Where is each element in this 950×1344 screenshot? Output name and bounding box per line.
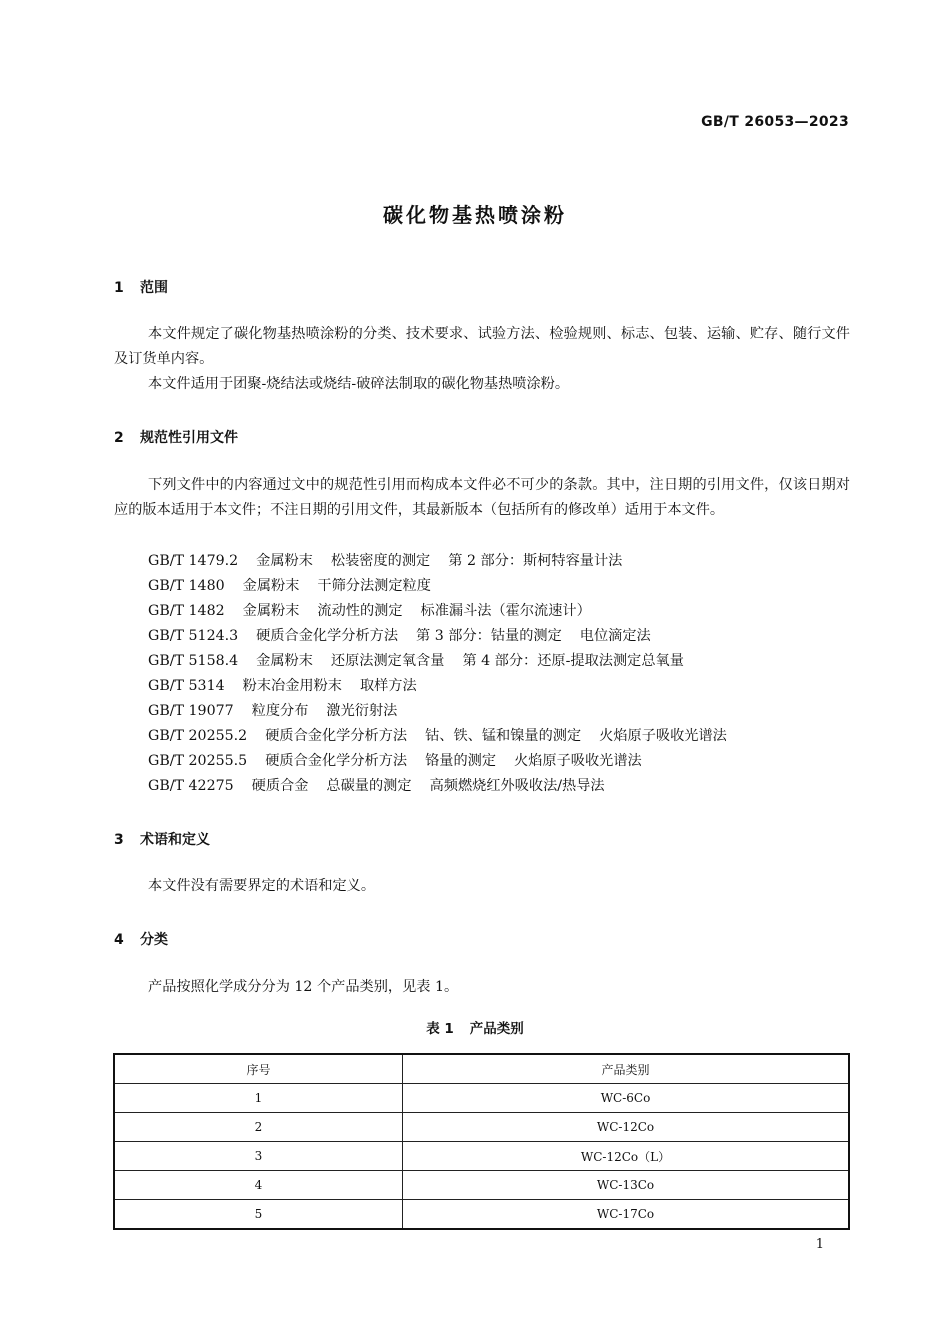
reference-item <box>148 750 642 770</box>
table-row <box>114 1142 849 1171</box>
reference-title-part: 电位滴定法 <box>579 628 651 644</box>
section-heading-terms <box>114 829 210 849</box>
reference-title-part: 金属粉末 <box>256 653 313 669</box>
table-cell: WC-6Co <box>403 1084 850 1113</box>
table-cell: WC-17Co <box>403 1200 850 1230</box>
reference-title-part: 干筛分法测定粒度 <box>317 578 431 594</box>
paragraph: 本文件规定了碳化物基热喷涂粉的分类、技术要求、试验方法、检验规则、标志、包装、运输、贮存、随行文件及订货单内容。 <box>114 326 850 367</box>
reference-title-part: 粉末冶金用粉末 <box>242 678 342 694</box>
reference-title-part: 金属粉末 <box>242 603 300 619</box>
reference-title-part: 钴、铁、锰和镍量的测定 <box>425 728 582 744</box>
section-number: 3 <box>114 832 124 848</box>
section-number: 1 <box>114 280 124 296</box>
reference-item <box>148 700 397 720</box>
reference-title-part: 第 3 部分：钴量的测定 <box>416 628 562 644</box>
table-cell: 4 <box>114 1171 403 1200</box>
reference-item <box>148 650 684 670</box>
section-title: 分类 <box>140 932 168 948</box>
reference-item <box>148 600 591 620</box>
reference-item <box>148 625 651 645</box>
table-cell: WC-12Co（L） <box>403 1142 850 1171</box>
table-row <box>114 1171 849 1200</box>
reference-item <box>148 775 605 795</box>
table-cell: 5 <box>114 1200 403 1230</box>
reference-title-part: 第 2 部分：斯柯特容量计法 <box>448 553 623 569</box>
paragraph: 下列文件中的内容通过文中的规范性引用而构成本文件必不可少的条款。其中，注日期的引用文件，仅该日期对应的版本适用于本文件；不注日期的引用文件，其最新版本（包括所有的修改单）适用于本文件。 <box>114 477 850 518</box>
table-row <box>114 1113 849 1142</box>
standard-number: GB/T 26053—2023 <box>701 114 849 130</box>
table-cell: 1 <box>114 1084 403 1113</box>
section-title: 范围 <box>140 280 168 296</box>
document-title: 碳化物基热喷涂粉 <box>383 203 567 227</box>
table-cell: WC-13Co <box>403 1171 850 1200</box>
section-heading-scope <box>114 277 168 297</box>
table-cell: WC-12Co <box>403 1113 850 1142</box>
reference-title-part: 激光衍射法 <box>326 703 398 719</box>
table-cell: 3 <box>114 1142 403 1171</box>
reference-title-part: 粒度分布 <box>251 703 309 719</box>
section-number: 2 <box>114 430 124 446</box>
table-row <box>114 1084 849 1113</box>
reference-title-part: 流动性的测定 <box>317 603 403 619</box>
table-caption-title: 产品类别 <box>469 1021 524 1037</box>
section-title: 规范性引用文件 <box>140 430 238 446</box>
reference-item <box>148 675 417 695</box>
reference-title-part: 高频燃烧红外吸收法/热导法 <box>429 778 605 794</box>
page-number: 1 <box>815 1237 824 1252</box>
reference-title-part: 硬质合金化学分析方法 <box>256 628 399 644</box>
reference-title-part: 松装密度的测定 <box>330 553 431 569</box>
reference-code: GB/T 20255.5 <box>148 753 248 769</box>
paragraph: 本文件适用于团聚-烧结法或烧结-破碎法制取的碳化物基热喷涂粉。 <box>148 376 570 392</box>
reference-title-part: 还原法测定氧含量 <box>330 653 445 669</box>
product-category-table <box>113 1053 850 1230</box>
table-caption-number: 表 1 <box>426 1021 454 1037</box>
reference-code: GB/T 1482 <box>148 603 225 619</box>
reference-item <box>148 575 431 595</box>
reference-title-part: 火焰原子吸收光谱法 <box>514 753 642 769</box>
table-header-cell: 产品类别 <box>403 1054 850 1084</box>
reference-item <box>148 550 622 570</box>
reference-title-part: 硬质合金 <box>251 778 309 794</box>
reference-code: GB/T 19077 <box>148 703 234 719</box>
reference-title-part: 取样方法 <box>359 678 417 694</box>
reference-title-part: 总碳量的测定 <box>326 778 412 794</box>
reference-title-part: 第 4 部分：还原-提取法测定总氧量 <box>462 653 684 669</box>
section-title: 术语和定义 <box>140 832 210 848</box>
table-caption <box>0 1017 950 1037</box>
reference-title-part: 火焰原子吸收光谱法 <box>599 728 727 744</box>
reference-code: GB/T 20255.2 <box>148 728 248 744</box>
reference-title-part: 金属粉末 <box>256 553 313 569</box>
section-heading-classification <box>114 929 168 949</box>
section-number: 4 <box>114 932 124 948</box>
reference-title-part: 金属粉末 <box>242 578 300 594</box>
reference-code: GB/T 5314 <box>148 678 225 694</box>
paragraph: 本文件没有需要界定的术语和定义。 <box>148 878 376 894</box>
reference-code: GB/T 1480 <box>148 578 225 594</box>
reference-code: GB/T 42275 <box>148 778 234 794</box>
reference-title-part: 硬质合金化学分析方法 <box>265 728 408 744</box>
reference-title-part: 铬量的测定 <box>425 753 497 769</box>
reference-title-part: 硬质合金化学分析方法 <box>265 753 408 769</box>
reference-code: GB/T 5124.3 <box>148 628 239 644</box>
table-header-row <box>114 1054 849 1084</box>
reference-item <box>148 725 727 745</box>
paragraph: 产品按照化学成分分为 12 个产品类别，见表 1。 <box>148 979 459 995</box>
table-row <box>114 1200 849 1230</box>
table-cell: 2 <box>114 1113 403 1142</box>
table-header-cell: 序号 <box>114 1054 403 1084</box>
reference-code: GB/T 1479.2 <box>148 553 239 569</box>
section-heading-normative-references <box>114 427 238 447</box>
reference-code: GB/T 5158.4 <box>148 653 239 669</box>
reference-title-part: 标准漏斗法（霍尔流速计） <box>420 603 591 619</box>
